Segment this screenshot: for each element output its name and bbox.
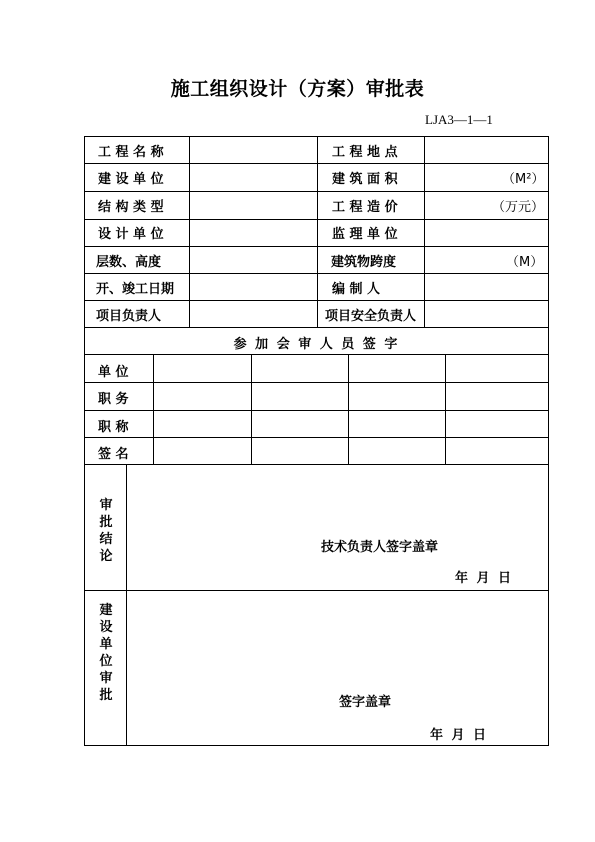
owner-approval-label: 建设单位审批 (99, 603, 113, 703)
owner-approval-area[interactable] (127, 591, 547, 744)
label-project-location: 工 程 地 点 (332, 145, 398, 160)
label-design-unit: 设 计 单 位 (98, 227, 164, 242)
label-start-end-date: 开、竣工日期 (96, 282, 175, 297)
supervision-unit-field[interactable] (425, 220, 547, 246)
structure-type-field[interactable] (190, 192, 316, 219)
label-project-name: 工 程 名 称 (98, 145, 164, 160)
project-location-field[interactable] (425, 137, 547, 163)
label-supervision-unit: 监 理 单 位 (332, 227, 398, 242)
reviewer-row-label-position: 职 务 (98, 392, 129, 407)
owner-approval-date-label: 年 月 日 (430, 728, 487, 743)
compiler-field[interactable] (425, 274, 547, 300)
form-code: LJA3—1—1 (425, 112, 493, 127)
tech-lead-signature-label: 技术负责人签字盖章 (321, 540, 439, 555)
label-building-area: 建 筑 面 积 (332, 172, 398, 187)
label-building-span: 建筑物跨度 (331, 255, 397, 270)
label-floors-height: 层数、高度 (96, 255, 162, 270)
reviewers-section-header: 参 加 会 审 人 员 签 字 (233, 337, 400, 352)
owner-signature-label: 签字盖章 (339, 695, 392, 710)
reviewer-row-label-signature: 签 名 (98, 447, 129, 462)
reviewer-row-label-title: 职 称 (98, 420, 129, 435)
approval-conclusion-area[interactable] (127, 465, 547, 589)
label-owner-unit: 建 设 单 位 (98, 172, 164, 187)
project-name-field[interactable] (190, 137, 316, 163)
unit-span: （M） (506, 255, 544, 270)
unit-area: （M²） (502, 172, 545, 187)
reviewer-row-label-unit: 单 位 (98, 365, 129, 380)
start-end-date-field[interactable] (190, 274, 316, 300)
owner-unit-field[interactable] (190, 164, 316, 191)
floors-height-field[interactable] (190, 247, 316, 273)
unit-cost: （万元） (492, 200, 545, 215)
reviewer-cell[interactable] (154, 355, 250, 382)
project-manager-field[interactable] (190, 301, 316, 327)
form-title: 施工组织设计（方案）审批表 (170, 78, 425, 100)
label-project-manager: 项目负责人 (96, 309, 162, 324)
design-unit-field[interactable] (190, 220, 316, 246)
building-area-field[interactable] (425, 164, 500, 191)
project-cost-field[interactable] (425, 192, 490, 219)
label-compiler: 编 制 人 (332, 282, 381, 297)
label-structure-type: 结 构 类 型 (98, 200, 164, 215)
safety-manager-field[interactable] (425, 301, 547, 327)
reviewer-cell[interactable] (446, 355, 547, 382)
building-span-field[interactable] (425, 247, 503, 273)
approval-date-label: 年 月 日 (455, 571, 512, 586)
reviewer-cell[interactable] (252, 355, 347, 382)
reviewer-cell[interactable] (349, 355, 444, 382)
approval-conclusion-label: 审批结论 (99, 498, 113, 564)
label-safety-manager: 项目安全负责人 (325, 309, 417, 324)
label-project-cost: 工 程 造 价 (332, 200, 398, 215)
